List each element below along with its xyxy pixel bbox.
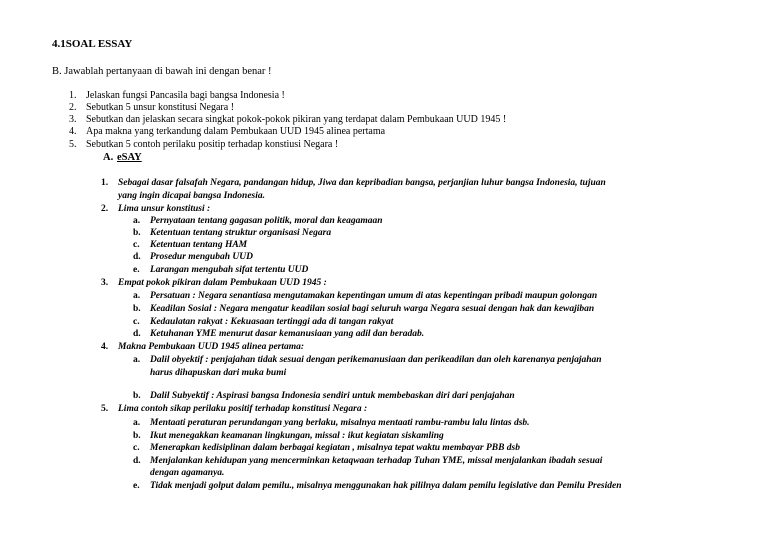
instruction-text: B. Jawablah pertanyaan di bawah ini dengan benar ! bbox=[52, 66, 272, 77]
page-title: 4.1SOAL ESSAY bbox=[52, 38, 133, 50]
answer-section-heading: A. eSAY bbox=[103, 152, 142, 163]
document-page: 4.1SOAL ESSAY B. Jawablah pertanyaan di bawah ini dengan benar ! 1. Jelaskan fungsi Pancasila bagi bangsa Indonesia ! 2. Sebutkan 5 unsur konstitusi Negara ! 3. Sebutkan dan jelaskan secara singkat pokok-pokok pikiran yang terdapat dalam Pembukaan UUD 1945 ! 4. Apa makna yang terkandung dalam Pembukaan UUD 1945 alinea pertama 5. Sebutkan 5 contoh perilaku positip terhadap konstiusi Negara ! A. eSAY 1. Sebagai dasar falsafah Negara, pandangan hidup, Jiwa dan kepribadian bangsa, perjanjian luhur bangsa Indonesia, tujuan yang ingin dicapai bangsa Indonesia. 2. Lima unsur konstitusi : a. Pernyataan tentang gagasan politik, moral dan keagamaan b. Ketentuan tentang struktur organisasi Negara c. Ketentuan tentang HAM d. Prosedur mengubah UUD e. Larangan mengubah sifat tertentu UUD 3. Empat pokok pikiran dalam Pembukaan UUD 1945 : a. Persatuan : Negara senantiasa mengutamakan kepentingan umum di atas kepentingan pribadi maupun golongan b. Keadilan Sosial : Negara mengatur keadilan sosial bagi seluruh warga Negara sesuai dengan hak dan kewajiban c. Kedaulatan rakyat : Kekuasaan tertinggi ada di tangan rakyat d. Ketuhanan YME menurut dasar kemanusiaan yang adil dan beradab. 4. Makna Pembukaan UUD 1945 alinea pertama: a. Dalil obyektif : penjajahan tidak sesuai dengan perikemanusiaan dan perikeadilan dan oleh karenanya penjajahan harus dihapuskan dari muka bumi b. Dalil Subyektif : Aspirasi bangsa Indonesia sendiri untuk membebaskan diri dari penjajahan 5. Lima contoh sikap perilaku positif terhadap konstitusi Negara : a. Mentaati peraturan perundangan yang berlaku, misalnya mentaati rambu-rambu lalu lintas dsb. b. Ikut menegakkan keamanan lingkungan, missal : ikut kegiatan siskamling c. Menerapkan kedisiplinan dalam berbagai kegiatan , misalnya tepat waktu membayar PBB dsb d. Menjalankan kehidupan yang mencerminkan ketaqwaan terhadap Tuhan YME, missal menjalankan ibadah sesuai dengan agamanya. e. Tidak menjadi golput dalam pemilu., misalnya menggunakan hak pililnya dalam pemilu legislative dan Pemilu Presiden bbox=[52, 38, 622, 491]
